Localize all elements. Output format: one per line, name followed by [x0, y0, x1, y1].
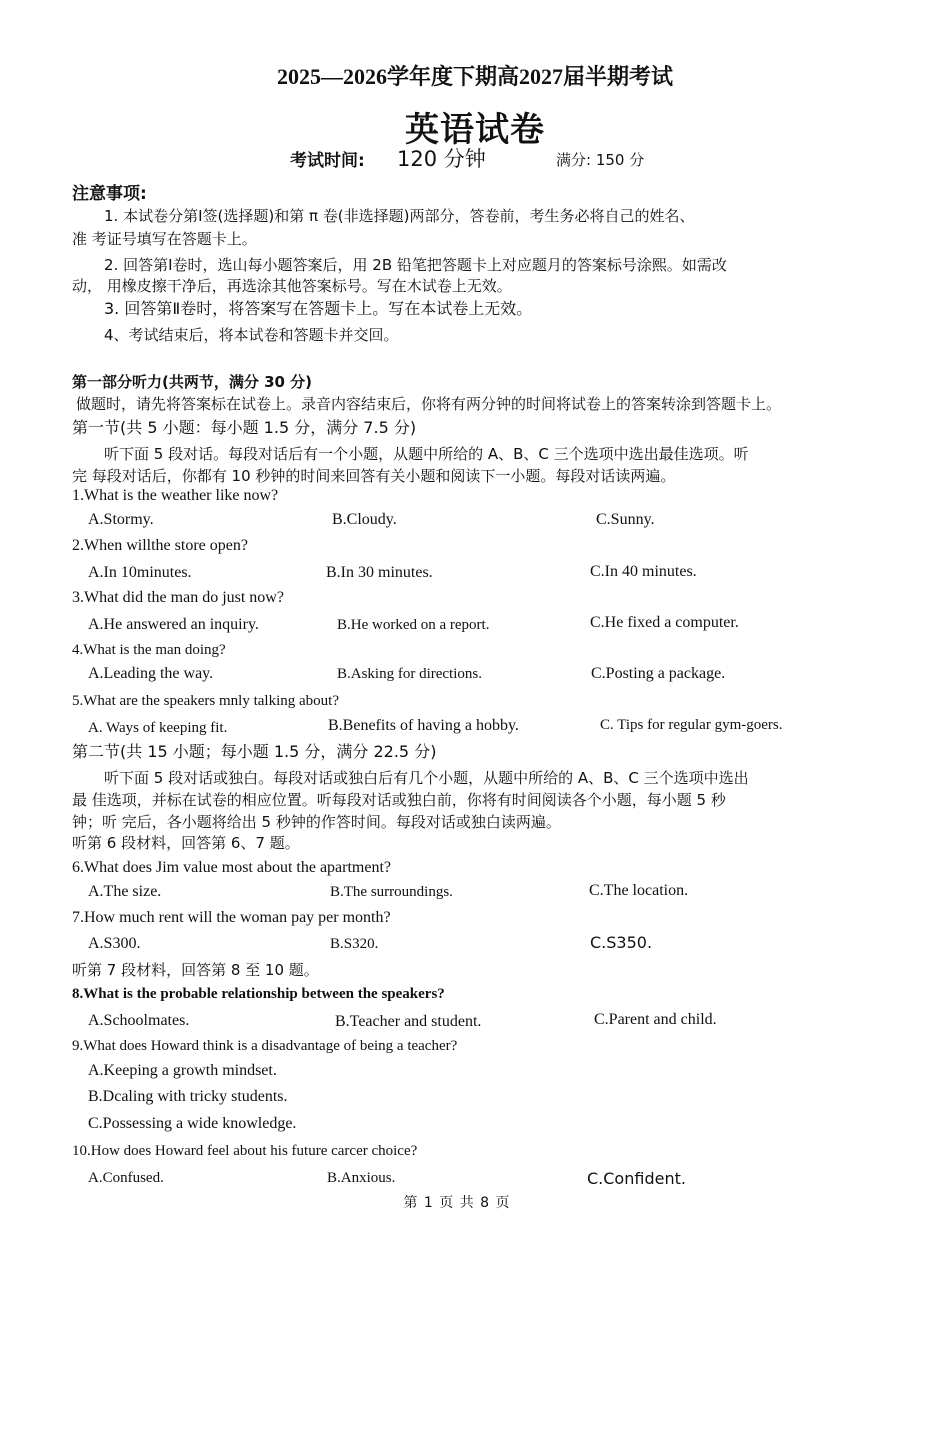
option-c: C.Possessing a wide knowledge.: [88, 1115, 297, 1132]
option-c: C.S350.: [590, 933, 653, 952]
option-b: B.Benefits of having a hobby.: [328, 717, 519, 734]
option-b: B.He worked on a report.: [337, 617, 490, 633]
section2-heading: 第二节(共 15 小题；每小题 1.5 分，满分 22.5 分): [72, 742, 437, 761]
exam-time-label: 考试时间:: [290, 151, 365, 171]
exam-time-value: 120 分钟: [397, 147, 486, 171]
option-b: B.The surroundings.: [330, 884, 453, 900]
note-item: 2. 回答第Ⅰ卷时，选山每小题答案后，用 2B 铅笔把答题卡上对应题月的答案标号涂熙。如需改: [104, 256, 727, 274]
page-number: 第 1 页 共 8 页: [403, 1195, 511, 1211]
option-c: C.Confident.: [587, 1169, 686, 1188]
section1-intro: 听下面 5 段对话。每段对话后有一个小题，从题中所给的 A、B、C 三个选项中选出最佳选项。听: [104, 445, 749, 463]
question-1: 1.What is the weather like now?: [72, 487, 279, 504]
question-9: 9.What does Howard think is a disadvantage of being a teacher?: [72, 1038, 458, 1054]
option-b: B.In 30 minutes.: [326, 564, 433, 581]
section2-intro: 听下面 5 段对话或独白。每段对话或独白后有几个小题，从题中所给的 A、B、C 三个选项中选出: [104, 769, 749, 787]
option-b: B.Dcaling with tricky students.: [88, 1088, 288, 1105]
option-a: A.In 10minutes.: [88, 564, 192, 581]
section2-intro: 最 佳选项，并标在试卷的相应位置。听每段对话或独白前，你将有时间阅读各个小题，每小题 5 秒: [72, 791, 726, 809]
option-a: A.Schoolmates.: [88, 1012, 190, 1029]
option-c: C. Tips for regular gym-goers.: [600, 717, 783, 733]
question-4: 4.What is the man doing?: [72, 642, 226, 658]
note-item: 准 考证号填写在答题卡上。: [72, 230, 257, 248]
page-title: 英语试卷: [405, 112, 545, 149]
option-b: B.Cloudy.: [332, 511, 397, 528]
section1-intro: 完 每段对话后，你都有 10 秒钟的时间来回答有关小题和阅读下一小题。每段对话读两遍。: [72, 467, 676, 485]
option-a: A.Leading the way.: [88, 665, 214, 682]
section1-heading: 第一节(共 5 小题：每小题 1.5 分，满分 7.5 分): [72, 418, 417, 437]
question-7: 7.How much rent will the woman pay per month?: [72, 909, 391, 926]
exam-header: 2025—2026学年度下期高2027届半期考试: [276, 64, 673, 89]
material-instruction: 听第 6 段材料，回答第 6、7 题。: [72, 834, 300, 852]
material-instruction: 听第 7 段材料，回答第 8 至 10 题。: [72, 961, 319, 979]
full-score: 满分: 150 分: [556, 151, 645, 169]
section2-intro: 钟；听 完后，各小题将给出 5 秒钟的作答时间。每段对话或独白读两遍。: [72, 813, 561, 831]
question-10: 10.How does Howard feel about his future carcer choice?: [72, 1143, 418, 1159]
note-item: 3. 回答第Ⅱ卷时，将答案写在答题卡上。写在本试卷上无效。: [104, 299, 533, 318]
question-8: 8.What is the probable relationship between the speakers?: [72, 986, 445, 1002]
question-6: 6.What does Jim value most about the apartment?: [72, 859, 392, 876]
option-a: A.He answered an inquiry.: [88, 616, 259, 633]
option-a: A.Keeping a growth mindset.: [88, 1062, 277, 1079]
notes-heading: 注意事项:: [72, 184, 147, 204]
question-3: 3.What did the man do just now?: [72, 589, 284, 606]
option-c: C.Parent and child.: [594, 1011, 717, 1028]
option-a: A.S300.: [88, 935, 141, 952]
option-a: A.Confused.: [88, 1170, 164, 1186]
part1-heading: 第一部分听力(共两节，满分 30 分): [72, 373, 313, 391]
option-a: A.The size.: [88, 883, 162, 900]
option-a: A. Ways of keeping fit.: [88, 720, 228, 736]
part1-instruction: 做题时，请先将答案标在试卷上。录音内容结束后，你将有两分钟的时间将试卷上的答案转涂到答题卡上。: [76, 395, 782, 413]
option-b: B.S320.: [330, 936, 379, 952]
question-5: 5.What are the speakers mnly talking about?: [72, 693, 339, 709]
option-c: C.In 40 minutes.: [590, 563, 697, 580]
note-item: 4、考试结束后，将本试卷和答题卡并交回。: [104, 326, 399, 344]
option-a: A.Stormy.: [88, 511, 154, 528]
option-c: C.Sunny.: [596, 511, 655, 528]
note-item: 动， 用橡皮擦干净后，再选涂其他答案标号。写在木试卷上无效。: [72, 277, 512, 295]
option-b: B.Asking for directions.: [337, 666, 482, 682]
option-b: B.Teacher and student.: [335, 1013, 482, 1030]
option-c: C.The location.: [589, 882, 689, 899]
option-c: C.Posting a package.: [591, 665, 726, 682]
note-item: 1. 本试卷分第Ⅰ签(选择题)和第 π 卷(非选择题)两部分，答卷前，考生务必将自己的姓名、: [104, 207, 695, 225]
option-c: C.He fixed a computer.: [590, 614, 739, 631]
question-2: 2.When willthe store open?: [72, 537, 248, 554]
option-b: B.Anxious.: [327, 1170, 396, 1186]
